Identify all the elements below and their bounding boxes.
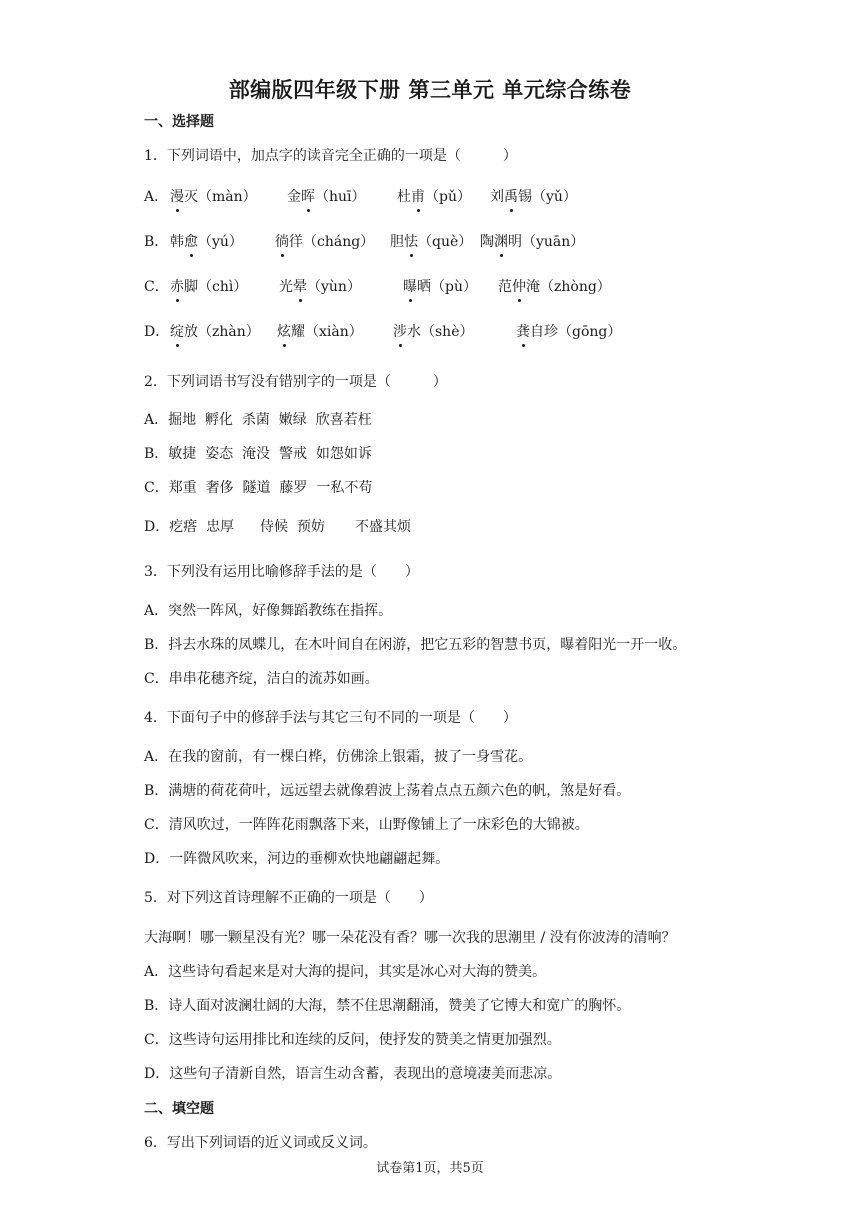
question-2-option-c: C．郑重 奢侈 隧道 藤罗 一私不苟 [144,480,373,496]
question-5-option-d: D．这些句子清新自然，语言生动含蓄，表现出的意境凄美而悲凉。 [144,1066,562,1082]
option-word [393,321,474,343]
question-4-option-c: C．清风吹过，一阵阵花雨飘落下来，山野像铺上了一床彩色的大锦被。 [144,817,589,833]
dotted-char: 怯 [404,231,418,253]
word-text: 光 [279,279,293,295]
question-3-option-b: B．抖去水珠的凤蝶儿，在木叶间自在闲游，把它五彩的智慧书页，曝着阳光一开一收。 [144,637,687,653]
option-text: D．疙瘩 忠厚 [144,519,235,535]
option-label: C． [144,279,169,295]
dotted-char: 炫 [277,321,291,343]
option-label: D． [144,324,170,340]
question-5-option-a: A．这些诗句看起来是对大海的提问，其实是冰心对大海的赞美。 [144,964,547,980]
word-pinyin: 耀（xiàn） [291,324,363,340]
word-pinyin: 晒（pù） [417,279,477,295]
option-word [403,276,477,298]
word-text: 金 [287,189,301,205]
option-word [390,231,472,253]
dotted-char: 渊 [494,231,508,253]
dotted-char: 晕 [293,276,307,298]
dotted-char: 愈 [184,231,198,253]
word-pinyin: 水（shè） [407,324,474,340]
question-4-stem: 4．下面句子中的修辞手法与其它三句不同的一项是（ ） [144,710,517,726]
word-pinyin: 放（zhàn） [184,324,260,340]
word-text: 杜 [397,189,411,205]
question-3-option-c: C．串串花穗齐绽，洁白的流苏如画。 [144,671,379,687]
dotted-char: 曝 [403,276,417,298]
question-4-option-a: A．在我的窗前，有一棵白桦，仿佛涂上银霜，披了一身雪花。 [144,749,533,765]
question-6-stem: 6．写出下列词语的近义词或反义词。 [144,1135,377,1151]
word-pinyin: （què） [418,234,473,250]
question-2-option-a: A．掘地 孵化 杀菌 嫩绿 欣喜若枉 [144,412,372,428]
question-2-stem: 2．下列词语书写没有错别字的一项是（ ） [144,374,447,390]
option-word [170,321,260,343]
question-4-option-d: D．一阵微风吹来，河边的垂柳欢快地翩翩起舞。 [144,851,450,867]
option-text: 侍候 预妨 [260,519,325,535]
option-word [275,231,374,253]
question-5-stem: 5．对下列这首诗理解不正确的一项是（ ） [144,890,433,906]
word-text: 胆 [390,234,404,250]
option-word [490,186,577,208]
word-pinyin: （yùn） [307,279,361,295]
option-label: B． [144,234,169,250]
option-word [287,186,366,208]
word-pinyin: 徉（cháng） [289,234,375,250]
option-word [279,276,361,298]
word-pinyin: 灭（màn） [184,189,257,205]
dotted-char: 仲 [512,276,526,298]
word-pinyin: 脚（chì） [184,279,248,295]
dotted-char: 禹 [504,186,518,208]
option-word [277,321,363,343]
section-heading-fill: 二、填空题 [144,1101,214,1117]
question-5-poem: 大海啊！哪一颗星没有光？哪一朵花没有香？哪一次我的思潮里 / 没有你波涛的清响？ [144,930,676,946]
word-text: 刘 [490,189,504,205]
dotted-char: 漫 [170,186,184,208]
option-text: 不盛其烦 [355,519,411,535]
word-pinyin: （yú） [198,234,243,250]
dotted-char: 龚 [516,321,530,343]
option-word [397,186,471,208]
question-4-option-b: B．满塘的荷花荷叶，远远望去就像碧波上荡着点点五颜六色的帆，煞是好看。 [144,783,631,799]
dotted-char: 涉 [393,321,407,343]
section-heading-choice: 一、选择题 [144,114,214,130]
option-word [170,186,257,208]
question-2-option-b: B．敏捷 姿态 淹没 警戒 如怨如诉 [144,446,372,462]
dotted-char: 赤 [170,276,184,298]
page-footer: 试卷第1页，共5页 [376,1161,484,1176]
option-label: A． [144,189,169,205]
word-pinyin: 自珍（gōng） [530,324,622,340]
option-word [516,321,621,343]
dotted-char: 甫 [411,186,425,208]
question-3-option-a: A．突然一阵风，好像舞蹈教练在指挥。 [144,603,393,619]
word-pinyin: （huī） [315,189,366,205]
question-5-option-b: B．诗人面对波澜壮阔的大海，禁不住思潮翻涌，赞美了它博大和宽广的胸怀。 [144,998,631,1014]
question-5-option-c: C．这些诗句运用排比和连续的反问，使抒发的赞美之情更加强烈。 [144,1032,561,1048]
question-3-stem: 3．下列没有运用比喻修辞手法的是（ ） [144,564,419,580]
option-word [170,231,243,253]
word-pinyin: 淹（zhòng） [526,279,611,295]
word-pinyin: 明（yuān） [508,234,585,250]
option-word [498,276,611,298]
option-word [480,231,584,253]
word-text: 韩 [170,234,184,250]
dotted-char: 晖 [301,186,315,208]
dotted-char: 徜 [275,231,289,253]
word-text: 陶 [480,234,494,250]
page-title: 部编版四年级下册 第三单元 单元综合练卷 [228,78,632,102]
question-1-stem: 1．下列词语中，加点字的读音完全正确的一项是（ ） [144,148,517,164]
word-pinyin: 锡（yǔ） [518,189,577,205]
word-pinyin: （pǔ） [425,189,471,205]
word-text: 范 [498,279,512,295]
option-word [170,276,247,298]
dotted-char: 绽 [170,321,184,343]
